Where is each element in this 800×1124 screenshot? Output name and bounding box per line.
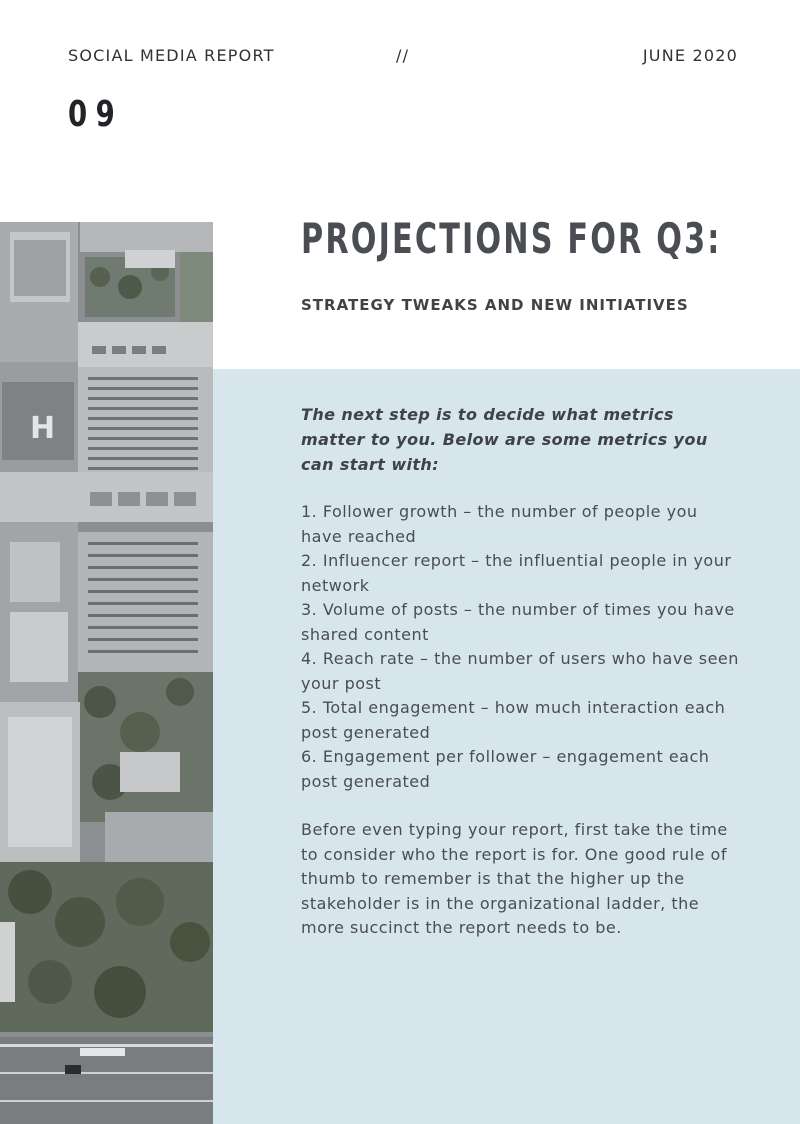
list-item: 2. Influencer report – the influential people in your network — [301, 551, 732, 595]
list-item: 3. Volume of posts – the number of times you have shared content — [301, 600, 735, 644]
report-date: JUNE 2020 — [642, 46, 738, 65]
header-separator: // — [396, 46, 410, 65]
page-number: 09 — [68, 94, 124, 135]
metrics-list — [301, 500, 741, 794]
list-item: 1. Follower growth – the number of people you have reached — [301, 502, 698, 546]
page-subtitle: STRATEGY TWEAKS AND NEW INITIATIVES — [301, 296, 689, 314]
list-item: 5. Total engagement – how much interaction each post generated — [301, 698, 726, 742]
list-item: 6. Engagement per follower – engagement each post generated — [301, 747, 710, 791]
aerial-city-photo — [0, 222, 213, 1124]
report-name: SOCIAL MEDIA REPORT — [68, 46, 275, 65]
closing-paragraph: Before even typing your report, first take the time to consider who the report is for. One good rule of thumb to remember is that the higher up the stakeholder is in the organizational ladder, the more succinct the report needs to be. — [301, 820, 728, 937]
intro-text: The next step is to decide what metrics matter to you. Below are some metrics you can start with: — [301, 405, 708, 474]
page-title: PROJECTIONS FOR Q3: — [301, 214, 722, 263]
svg-text:H: H — [30, 411, 56, 446]
list-item: 4. Reach rate – the number of users who have seen your post — [301, 649, 739, 693]
